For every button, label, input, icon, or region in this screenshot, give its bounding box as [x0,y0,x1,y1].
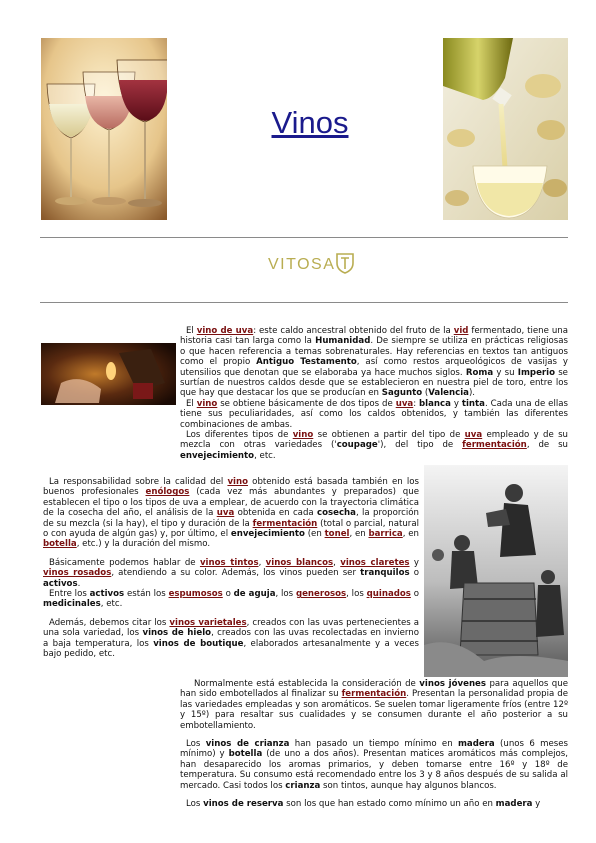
top-divider [40,237,568,238]
vitosa-logo-icon [335,251,355,275]
link-tonel[interactable]: tonel [324,529,350,540]
page-title[interactable]: Vinos [271,105,349,140]
link-vinos-tintos[interactable]: vinos tintos [199,557,259,568]
link-fermentacion-2[interactable]: fermentación [252,518,318,529]
link-vinos-claretes[interactable]: vinos claretes [340,557,410,568]
link-vino-2[interactable]: vino [292,430,314,441]
link-vino-de-uva[interactable]: vino de uva [196,326,254,336]
link-fermentacion-3[interactable]: fermentación [341,689,407,700]
link-uva-2[interactable]: uva [464,430,483,441]
link-barrica[interactable]: barrica [368,529,403,540]
s2-paragraph-2: Básicamente podemos hablar de vinos tintos, vinos blancos, vinos claretes y vinos rosados, atendiendo a su color. Además, los vinos pueden ser tranquilos o activos. [43,557,419,589]
section-3-text [180,679,568,809]
section-2-text [43,477,419,660]
link-espumosos[interactable]: espumosos [168,589,223,600]
logo-divider [40,302,568,303]
s3-paragraph-1: Normalmente está establecida la consideración de vinos jóvenes para aquellos que han sido embotellados al finalizar su fermentación. Presentan la personalidad propia de las variedades empleadas y son aromáticos. Se suelen tomar ligeramente fríos (entre 12º y 15º) para resaltar sus cualidades y se consumen durante el año posterior a su embotellamiento. [180,679,568,731]
link-generosos[interactable]: generosos [295,589,347,600]
vitosa-logo-text: VITOSA [268,256,336,273]
s1-paragraph-3: Los diferentes tipos de vino se obtienen a partir del tipo de uva empleado y de su mezcla con otras variedades ('coupage'), del tipo de fermentación, de su envejecimiento, etc. [180,430,568,461]
section-1-text [180,326,568,461]
link-fermentacion[interactable]: fermentación [462,440,527,451]
s2-paragraph-3: Entre los activos están los espumosos o de aguja, los generosos, los quinados o medicinales, etc. [43,589,419,610]
wine-tasting-photo [41,343,176,405]
wine-glasses-photo [41,38,167,220]
pouring-wine-photo [443,38,568,220]
s3-paragraph-2: Los vinos de crianza han pasado un tiempo mínimo en madera (unos 6 meses mínimo) y botella (de uno a dos años). Presentan matices aromáticos más complejos, han desaparecido los aromas primarios, y deben tomarse entre 16º y 18º de temperatura. Su consumo está recomendado entre los 3 y 8 años después de su salida al mercado. Casi todos los crianza son tintos, aunque hay algunos blancos. [180,739,569,791]
s2-paragraph-1: La responsabilidad sobre la calidad del vino obtenido está basada también en los buenos profesionales enólogos (cada vez más abundantes y preparados) que establecen el tipo o los tipos de uva a emplear, de acuerdo con la trayectoria climática de la cosecha del año, el análisis de la uva obtenida en cada cosecha, la proporción de su mezcla (si la hay), el tipo y duración de la fermentación (total o parcial, natural o con ayuda de algún gas) y, por último, el envejecimiento (en tonel, en barrica, en botella, etc.) y la duración del mismo. [43,477,419,550]
link-enologos[interactable]: enólogos [145,487,190,498]
link-botella[interactable]: botella [43,539,77,550]
link-vinos-blancos[interactable]: vinos blancos [265,557,334,568]
link-quinados[interactable]: quinados [366,589,411,600]
s1-paragraph-1: El vino de uva: este caldo ancestral obtenido del fruto de la vid fermentado, tiene una historia casi tan larga como la Humanidad. De siempre se utiliza en prácticas religiosas o que hacen referencia a temas sobrenaturales. Hay referencias en textos tan antiguos como el propio Antiguo Testamento, así como restos arqueológicos de vasijas y utensilios que denotan que se elaboraba ya hace muchos siglos. Roma y su Imperio se surtían de nuestros caldos desde que se establecieron en nuestra piel de toro, entre los que hay que destacar los que se producían en Sagunto (Valencia). [180,326,569,399]
s1-paragraph-2: El vino se obtiene básicamente de dos tipos de uva: blanca y tinta. Cada una de ellas tiene sus peculiaridades, así como los caldos obtenidos, y también las diferentes combinaciones de ambas. [180,398,568,430]
link-uva[interactable]: uva [395,398,414,409]
s3-paragraph-3: Los vinos de reserva son los que han estado como mínimo un año en madera y [186,799,541,810]
grape-press-workers-photo [424,465,568,677]
link-vino[interactable]: vino [196,398,218,409]
link-vid[interactable]: vid [453,326,469,336]
link-vinos-rosados[interactable]: vinos rosados [43,568,112,579]
link-vino-3[interactable]: vino [227,477,249,487]
s2-paragraph-4: Además, debemos citar los vinos varietales, creados con las uvas pertenecientes a una sola variedad, los vinos de hielo, creados con las uvas recolectadas en invierno a baja temperatura, los vinos de boutique, elaborados artesanalmente y a veces bajo pedido, etc. [43,617,420,660]
link-uva-3[interactable]: uva [216,508,235,519]
link-vinos-varietales[interactable]: vinos varietales [169,617,247,628]
